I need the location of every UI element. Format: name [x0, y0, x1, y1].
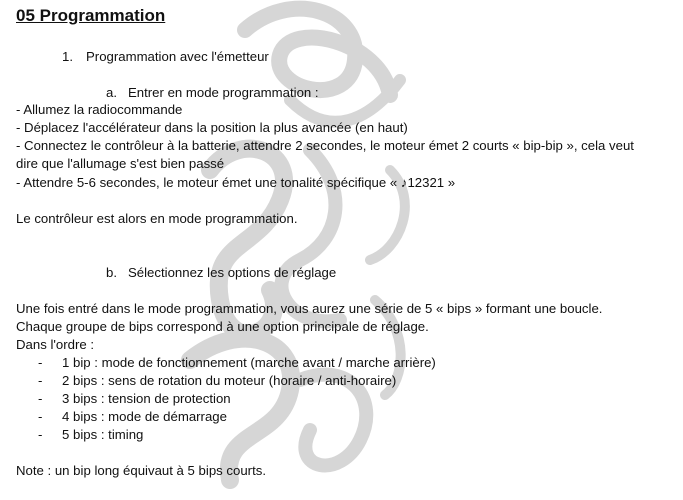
- step-2: - Déplacez l'accélérateur dans la position la plus avancée (en haut): [16, 120, 408, 135]
- intro-line-2: Chaque groupe de bips correspond à une option principale de réglage.: [16, 319, 429, 334]
- step-1: - Allumez la radiocommande: [16, 102, 183, 117]
- subsection-b-heading: Sélectionnez les options de réglage: [128, 265, 337, 280]
- list-marker: -: [38, 391, 43, 406]
- option-3: 3 bips : tension de protection: [62, 391, 231, 406]
- conclusion-text: Le contrôleur est alors en mode programmation.: [16, 211, 298, 226]
- page-title: 05 Programmation: [16, 6, 166, 25]
- step-4: - Attendre 5-6 secondes, le moteur émet une tonalité spécifique « ♪12321 »: [16, 175, 456, 190]
- subsection-b-letter: b.: [106, 265, 117, 280]
- option-5: 5 bips : timing: [62, 427, 144, 442]
- section-1-heading: Programmation avec l'émetteur: [86, 49, 269, 64]
- note-text: Note : un bip long équivaut à 5 bips courts.: [16, 463, 266, 478]
- intro-line-3: Dans l'ordre :: [16, 337, 95, 352]
- option-2: 2 bips : sens de rotation du moteur (horaire / anti-horaire): [62, 373, 397, 388]
- step-3: - Connectez le contrôleur à la batterie, attendre 2 secondes, le moteur émet 2 courts « bip-bip », cela veut: [16, 138, 634, 153]
- option-4: 4 bips : mode de démarrage: [62, 409, 227, 424]
- subsection-a-letter: a.: [106, 85, 117, 100]
- option-1: 1 bip : mode de fonctionnement (marche avant / marche arrière): [62, 355, 436, 370]
- list-marker: -: [38, 355, 43, 370]
- subsection-a-heading: Entrer en mode programmation :: [128, 85, 319, 100]
- intro-line-1: Une fois entré dans le mode programmation, vous aurez une série de 5 « bips » formant une boucle.: [16, 301, 603, 316]
- list-marker: -: [38, 427, 43, 442]
- section-1-number: 1.: [62, 49, 73, 64]
- list-marker: -: [38, 373, 43, 388]
- step-3-continuation: dire que l'allumage s'est bien passé: [16, 156, 225, 171]
- list-marker: -: [38, 409, 43, 424]
